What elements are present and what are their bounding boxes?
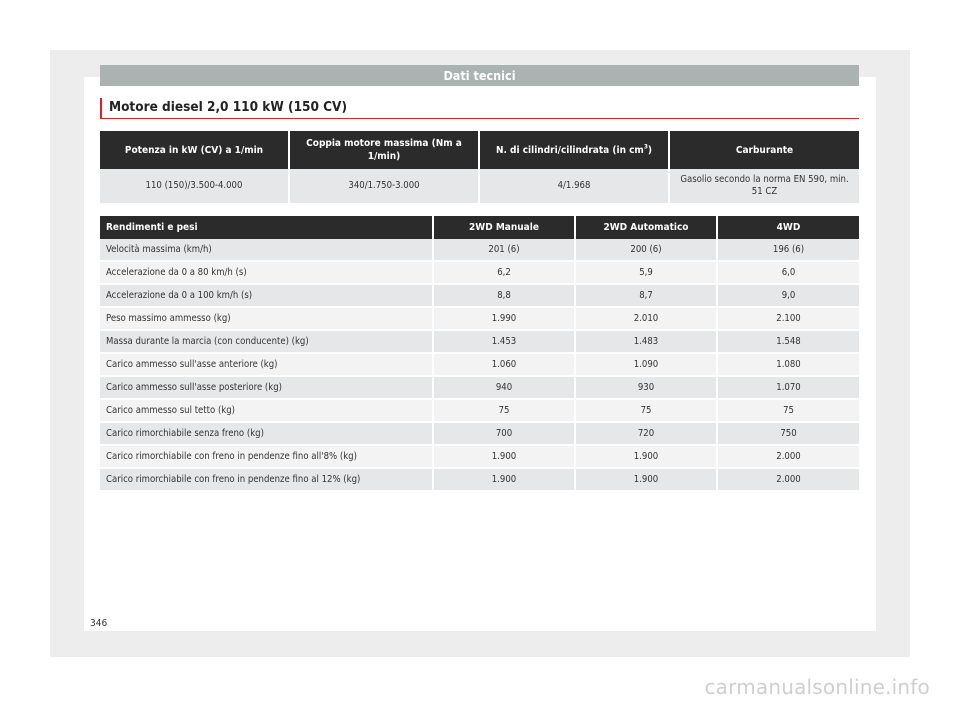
row-value: 1.900: [434, 446, 576, 469]
row-label: Accelerazione da 0 a 80 km/h (s): [100, 262, 434, 285]
row-value: 1.090: [576, 354, 718, 377]
row-value: 1.453: [434, 331, 576, 354]
row-label: Carico ammesso sull'asse anteriore (kg): [100, 354, 434, 377]
cell-cylinders: 4/1.968: [480, 169, 670, 205]
row-value: 1.990: [434, 308, 576, 331]
section-title-bar: [100, 65, 859, 86]
table-row: [100, 400, 859, 423]
row-value: 700: [434, 423, 576, 446]
row-value: 1.900: [434, 469, 576, 492]
row-value: 940: [434, 377, 576, 400]
row-value: 6,2: [434, 262, 576, 285]
header-2wd-automatico: 2WD Automatico: [576, 216, 718, 239]
row-label: Accelerazione da 0 a 100 km/h (s): [100, 285, 434, 308]
header-cylinders-suffix: ): [647, 144, 653, 156]
performance-table-header: [100, 216, 859, 239]
row-value: 196 (6): [718, 239, 859, 262]
row-value: 1.070: [718, 377, 859, 400]
table-row: [100, 285, 859, 308]
row-value: 6,0: [718, 262, 859, 285]
row-label: Peso massimo ammesso (kg): [100, 308, 434, 331]
row-value: 1.080: [718, 354, 859, 377]
table-row: [100, 423, 859, 446]
table-row: [100, 331, 859, 354]
table-row: [100, 469, 859, 492]
header-torque: Coppia motore massima (Nm a 1/min): [290, 131, 480, 169]
row-label: Velocità massima (km/h): [100, 239, 434, 262]
section-title: Dati tecnici: [443, 68, 516, 83]
row-label: Carico ammesso sull'asse posteriore (kg): [100, 377, 434, 400]
table-row: [100, 377, 859, 400]
row-label: Massa durante la marcia (con conducente) (kg): [100, 331, 434, 354]
header-cylinders-prefix: N. di cilindri/cilindrata (in cm: [495, 144, 644, 156]
engine-table-row: [100, 169, 859, 205]
row-value: 750: [718, 423, 859, 446]
header-cylinders-sup: 3: [643, 142, 648, 151]
engine-heading-text: Motore diesel 2,0 110 kW (150 CV): [109, 99, 348, 115]
engine-table: [100, 131, 859, 205]
row-value: 8,7: [576, 285, 718, 308]
row-value: 2.000: [718, 469, 859, 492]
row-label: Carico rimorchiabile senza freno (kg): [100, 423, 434, 446]
row-value: 200 (6): [576, 239, 718, 262]
row-value: 1.483: [576, 331, 718, 354]
header-power: Potenza in kW (CV) a 1/min: [100, 131, 290, 169]
engine-table-header: [100, 131, 859, 169]
header-cylinders: [480, 131, 670, 169]
row-value: 75: [718, 400, 859, 423]
cell-fuel: Gasolio secondo la norma EN 590, min. 51 CZ: [670, 169, 859, 205]
cell-power: 110 (150)/3.500-4.000: [100, 169, 290, 205]
row-value: 1.900: [576, 469, 718, 492]
row-value: 1.060: [434, 354, 576, 377]
watermark: carmanualsonline.info: [704, 675, 930, 699]
cell-torque: 340/1.750-3.000: [290, 169, 480, 205]
header-fuel: Carburante: [670, 131, 859, 169]
row-value: 9,0: [718, 285, 859, 308]
row-value: 2.010: [576, 308, 718, 331]
header-rendimenti: Rendimenti e pesi: [100, 216, 434, 239]
row-value: 720: [576, 423, 718, 446]
row-value: 2.000: [718, 446, 859, 469]
header-4wd: 4WD: [718, 216, 859, 239]
table-row: [100, 446, 859, 469]
row-value: 2.100: [718, 308, 859, 331]
row-label: Carico rimorchiabile con freno in pendenze fino al 12% (kg): [100, 469, 434, 492]
header-2wd-manuale: 2WD Manuale: [434, 216, 576, 239]
row-value: 5,9: [576, 262, 718, 285]
row-value: 930: [576, 377, 718, 400]
row-value: 201 (6): [434, 239, 576, 262]
page-number: 346: [90, 618, 108, 629]
table-row: [100, 239, 859, 262]
table-row: [100, 308, 859, 331]
performance-table: [100, 216, 859, 492]
row-label: Carico rimorchiabile con freno in pendenze fino all'8% (kg): [100, 446, 434, 469]
row-value: 75: [434, 400, 576, 423]
row-value: 75: [576, 400, 718, 423]
row-label: Carico ammesso sul tetto (kg): [100, 400, 434, 423]
engine-heading: [100, 98, 859, 119]
table-row: [100, 262, 859, 285]
table-row: [100, 354, 859, 377]
row-value: 1.900: [576, 446, 718, 469]
row-value: 1.548: [718, 331, 859, 354]
row-value: 8,8: [434, 285, 576, 308]
